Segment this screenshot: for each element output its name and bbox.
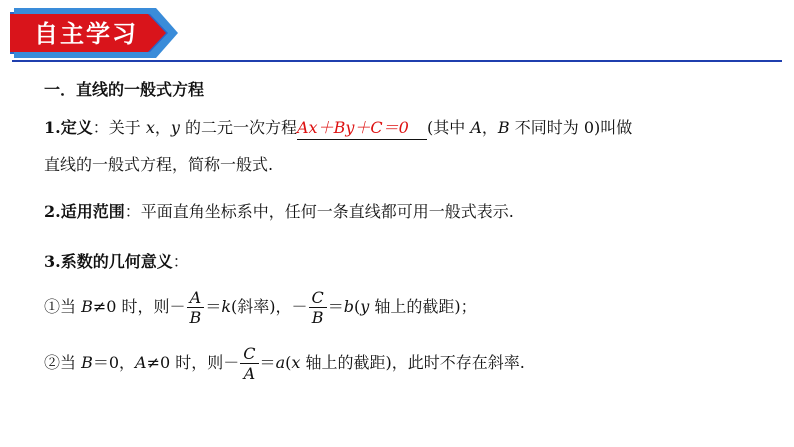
case2-note-b: 轴上的截距)，此时不存在斜率. bbox=[300, 353, 525, 372]
frac1-den: B bbox=[189, 308, 202, 327]
frac3-den: A bbox=[243, 364, 256, 383]
answer-text: Ax＋By＋C＝0 bbox=[297, 118, 409, 137]
var-y: y bbox=[170, 118, 180, 137]
case1-prefix: ①当 bbox=[44, 297, 82, 316]
section-badge bbox=[10, 8, 182, 58]
answer-blank bbox=[297, 117, 427, 140]
definition-line-1 bbox=[44, 117, 632, 140]
scope-line bbox=[44, 201, 514, 223]
item2-text: ：平面直角坐标系中，任何一条直线都可用一般式表示. bbox=[124, 202, 514, 221]
frac2-num: C bbox=[309, 288, 327, 308]
definition-line-2: 直线的一般式方程，简称一般式. bbox=[44, 155, 274, 174]
var-b: b bbox=[343, 297, 355, 316]
item3-num: 3. bbox=[44, 252, 61, 271]
fraction-A-over-B bbox=[187, 288, 205, 327]
case1-k-note: (斜率)，－ bbox=[231, 297, 308, 316]
item1-text-a: ：关于 bbox=[92, 118, 146, 137]
case2-var-A: A bbox=[135, 353, 147, 372]
coefficient-meaning-title bbox=[44, 251, 189, 273]
case1-eq1: ＝ bbox=[205, 297, 222, 316]
item1-num: 1. bbox=[44, 118, 61, 137]
header-divider bbox=[12, 60, 782, 62]
case2-var-B: B bbox=[81, 353, 93, 372]
case-2-line bbox=[44, 341, 525, 385]
case-1-line bbox=[44, 285, 477, 329]
item2-label: 适用范围 bbox=[60, 202, 125, 221]
case1-b-var: y bbox=[360, 297, 370, 316]
var-B: B bbox=[497, 118, 510, 137]
case1-var-B: B bbox=[81, 297, 93, 316]
case1-cond: ≠0 时，则－ bbox=[92, 297, 186, 316]
case2-prefix: ②当 bbox=[44, 353, 82, 372]
var-a: a bbox=[275, 353, 286, 372]
case1-b-note-a: ( bbox=[354, 297, 361, 316]
item3-colon: ： bbox=[172, 252, 189, 271]
fraction-C-over-B bbox=[309, 288, 327, 327]
item1-label: 定义 bbox=[60, 118, 93, 137]
item1-comma2: ， bbox=[481, 118, 498, 137]
item1-text-c: (其中 bbox=[427, 118, 471, 137]
fraction-C-over-A bbox=[240, 344, 258, 383]
case1-eq2: ＝ bbox=[327, 297, 344, 316]
frac3-num: C bbox=[240, 344, 258, 364]
section-title: 一．直线的一般式方程 bbox=[44, 80, 205, 99]
var-A: A bbox=[470, 118, 482, 137]
case1-b-note-b: 轴上的截距)； bbox=[369, 297, 477, 316]
case2-eq: ＝ bbox=[259, 353, 276, 372]
case2-note-var: x bbox=[291, 353, 301, 372]
item2-num: 2. bbox=[44, 202, 61, 221]
item1-comma: ， bbox=[154, 118, 171, 137]
case2-cond2: ≠0 时，则－ bbox=[146, 353, 240, 372]
case2-cond1: ＝0， bbox=[92, 353, 136, 372]
badge-title: 自主学习 bbox=[34, 20, 138, 48]
case2-note-a: ( bbox=[285, 353, 292, 372]
frac1-num: A bbox=[187, 288, 205, 308]
item3-label: 系数的几何意义 bbox=[60, 252, 173, 271]
var-k: k bbox=[221, 297, 232, 316]
item1-text-b: 的二元一次方程 bbox=[179, 118, 297, 137]
frac2-den: B bbox=[311, 308, 324, 327]
var-x: x bbox=[145, 118, 155, 137]
item1-text-d: 不同时为 0)叫做 bbox=[509, 118, 633, 137]
